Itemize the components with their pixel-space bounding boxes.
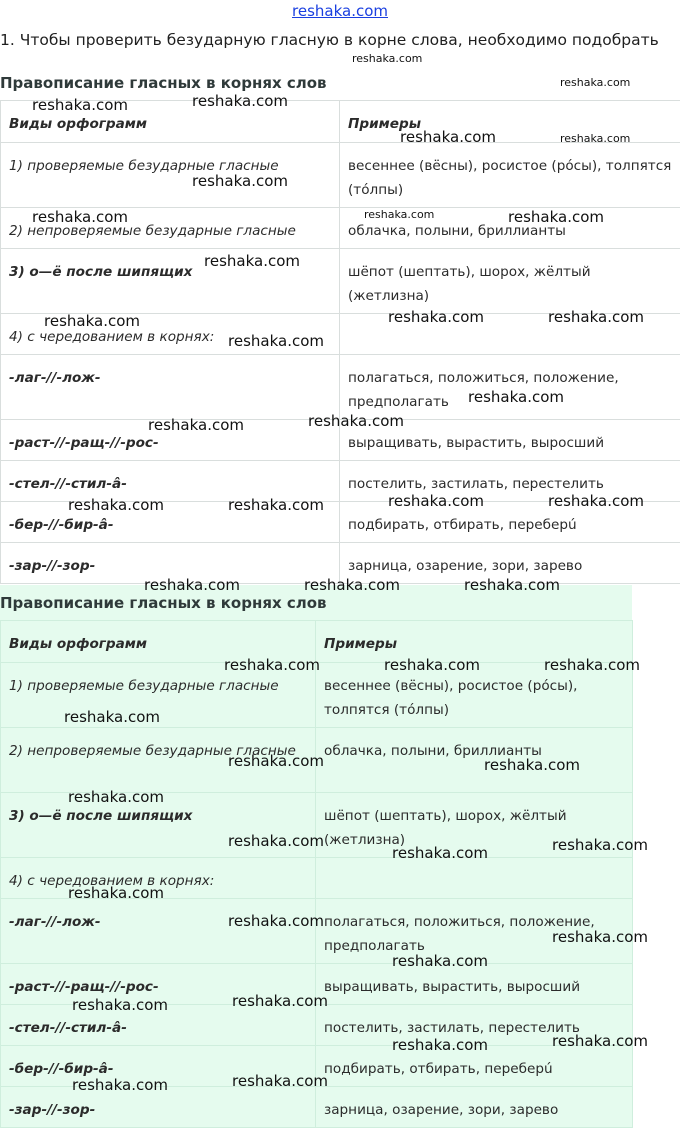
- watermark: reshaka.com: [464, 576, 560, 594]
- watermark: reshaka.com: [44, 312, 140, 330]
- example-cell: облачка, полыни, бриллианты: [316, 728, 633, 793]
- example-cell: выращивать, вырастить, выросший: [340, 420, 680, 461]
- watermark: reshaka.com: [32, 96, 128, 114]
- table-row: [1, 208, 680, 249]
- watermark: reshaka.com: [552, 928, 648, 946]
- type-cell: 3) о—ё после шипящих: [1, 793, 316, 858]
- table-row: [1, 964, 633, 1005]
- type-cell: -лаг-//-лож-: [1, 899, 316, 964]
- table-row: [1, 899, 633, 964]
- example-cell: постелить, застилать, перестелить: [316, 1005, 633, 1046]
- watermark: reshaka.com: [384, 656, 480, 674]
- type-cell: 4) с чередованием в корнях:: [1, 314, 340, 355]
- type-cell: 2) непроверяемые безударные гласные: [1, 728, 316, 793]
- watermark: reshaka.com: [552, 1032, 648, 1050]
- table-row: [1, 858, 633, 899]
- type-cell: 3) о—ё после шипящих: [1, 249, 340, 314]
- watermark: reshaka.com: [468, 388, 564, 406]
- type-cell: 4) с чередованием в корнях:: [1, 858, 316, 899]
- spelling-table: [0, 100, 680, 584]
- type-cell: 1) проверяемые безударные гласные: [1, 143, 340, 208]
- example-cell: зарница, озарение, зори, зарево: [316, 1087, 633, 1128]
- table-row: [1, 793, 633, 858]
- example-cell: подбирать, отбирать, переберú: [316, 1046, 633, 1087]
- type-cell: -лаг-//-лож-: [1, 355, 340, 420]
- watermark: reshaka.com: [388, 308, 484, 326]
- watermark: reshaka.com: [148, 416, 244, 434]
- watermark: reshaka.com: [224, 656, 320, 674]
- type-cell: -стел-//-стил-â-: [1, 461, 340, 502]
- watermark: reshaka.com: [232, 992, 328, 1010]
- example-cell: полагаться, положиться, положение, предполагать: [316, 899, 633, 964]
- watermark: reshaka.com: [560, 132, 631, 145]
- watermark: reshaka.com: [192, 92, 288, 110]
- header-cell-types: Виды орфограмм: [1, 621, 316, 663]
- example-cell: облачка, полыни, бриллианты: [340, 208, 680, 249]
- watermark: reshaka.com: [388, 492, 484, 510]
- watermark: reshaka.com: [228, 332, 324, 350]
- watermark: reshaka.com: [72, 996, 168, 1014]
- watermark: reshaka.com: [392, 952, 488, 970]
- watermark: reshaka.com: [548, 492, 644, 510]
- header-cell-types: Виды орфограмм: [1, 101, 340, 143]
- type-cell: -раст-//-ращ-//-рос-: [1, 420, 340, 461]
- watermark: reshaka.com: [192, 172, 288, 190]
- table-row: [1, 543, 680, 584]
- table-row: [1, 502, 680, 543]
- watermark: reshaka.com: [308, 412, 404, 430]
- watermark: reshaka.com: [64, 708, 160, 726]
- watermark: reshaka.com: [228, 496, 324, 514]
- table-row: [1, 728, 633, 793]
- table-row: [1, 355, 680, 420]
- example-cell: шёпот (шептать), шорох, жёлтый (жетлизна): [340, 249, 680, 314]
- watermark: reshaka.com: [552, 836, 648, 854]
- table-row: [1, 461, 680, 502]
- header-cell-examples: Примеры: [340, 101, 680, 143]
- watermark: reshaka.com: [68, 496, 164, 514]
- watermark: reshaka.com: [364, 208, 435, 221]
- spelling-table: [0, 620, 633, 1128]
- example-cell: [340, 314, 680, 355]
- type-cell: -зар-//-зор-: [1, 1087, 316, 1128]
- watermark: reshaka.com: [204, 252, 300, 270]
- task-text: 1. Чтобы проверить безударную гласную в корне слова, необходимо подобрать: [0, 31, 659, 49]
- section-title: Правописание гласных в корнях слов: [0, 74, 327, 92]
- table-row: [1, 314, 680, 355]
- watermark: reshaka.com: [72, 1076, 168, 1094]
- example-cell: весеннее (вёсны), росистое (рóсы), толпятся (тóлпы): [340, 143, 680, 208]
- type-cell: -раст-//-ращ-//-рос-: [1, 964, 316, 1005]
- watermark: reshaka.com: [544, 656, 640, 674]
- example-cell: [316, 858, 633, 899]
- type-cell: -стел-//-стил-â-: [1, 1005, 316, 1046]
- watermark: reshaka.com: [32, 208, 128, 226]
- watermark: reshaka.com: [232, 1072, 328, 1090]
- watermark: reshaka.com: [352, 52, 423, 65]
- header-cell-examples: Примеры: [316, 621, 633, 663]
- watermark: reshaka.com: [68, 884, 164, 902]
- type-cell: 1) проверяемые безударные гласные: [1, 663, 316, 728]
- watermark: reshaka.com: [68, 788, 164, 806]
- watermark: reshaka.com: [560, 76, 631, 89]
- table-row: [1, 663, 633, 728]
- site-link[interactable]: reshaka.com: [292, 2, 388, 20]
- watermark: reshaka.com: [304, 576, 400, 594]
- example-cell: постелить, застилать, перестелить: [340, 461, 680, 502]
- example-cell: полагаться, положиться, положение, предполагать: [340, 355, 680, 420]
- type-cell: -зар-//-зор-: [1, 543, 340, 584]
- table-row: [1, 1087, 633, 1128]
- watermark: reshaka.com: [228, 752, 324, 770]
- watermark: reshaka.com: [508, 208, 604, 226]
- watermark: reshaka.com: [400, 128, 496, 146]
- table-row: [1, 1005, 633, 1046]
- watermark: reshaka.com: [484, 756, 580, 774]
- section-title: Правописание гласных в корнях слов: [0, 594, 327, 612]
- type-cell: -бер-//-бир-â-: [1, 1046, 316, 1087]
- example-cell: выращивать, вырастить, выросший: [316, 964, 633, 1005]
- watermark: reshaka.com: [228, 832, 324, 850]
- watermark: reshaka.com: [392, 1036, 488, 1054]
- watermark: reshaka.com: [228, 912, 324, 930]
- watermark: reshaka.com: [392, 844, 488, 862]
- type-cell: -бер-//-бир-â-: [1, 502, 340, 543]
- table-row: [1, 143, 680, 208]
- table-row: [1, 249, 680, 314]
- table-row: [1, 420, 680, 461]
- example-cell: весеннее (вёсны), росистое (рóсы), толпятся (тóлпы): [316, 663, 633, 728]
- watermark: reshaka.com: [548, 308, 644, 326]
- table-row: [1, 1046, 633, 1087]
- example-cell: подбирать, отбирать, переберú: [340, 502, 680, 543]
- example-cell: шёпот (шептать), шорох, жёлтый (жетлизна): [316, 793, 633, 858]
- example-cell: зарница, озарение, зори, зарево: [340, 543, 680, 584]
- type-cell: 2) непроверяемые безударные гласные: [1, 208, 340, 249]
- watermark: reshaka.com: [144, 576, 240, 594]
